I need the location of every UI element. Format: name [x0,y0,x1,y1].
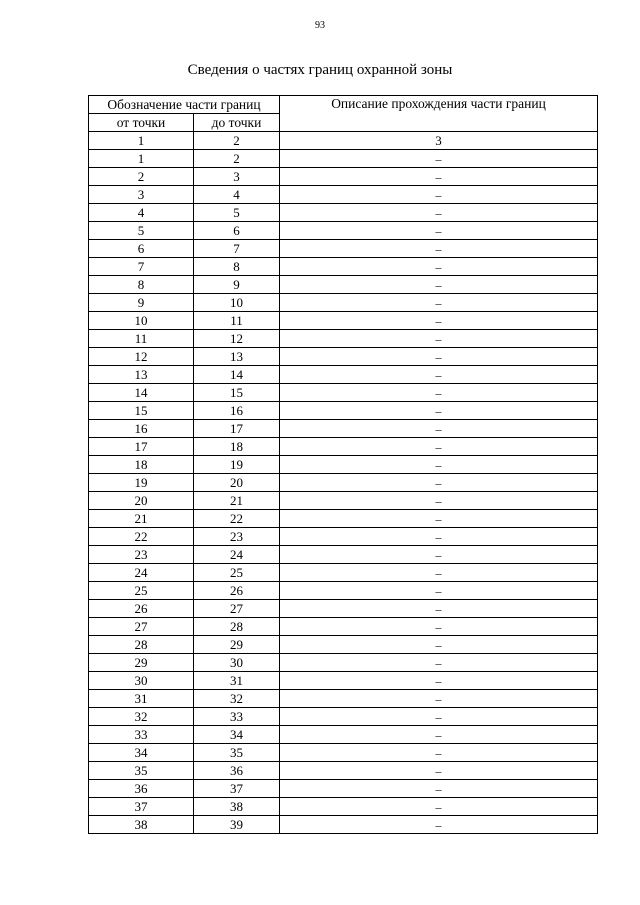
description-cell: – [280,672,598,690]
table-row [89,708,598,726]
from-point-cell: 32 [89,708,194,726]
description-cell: – [280,654,598,672]
description-cell: – [280,366,598,384]
from-point-cell: 38 [89,816,194,834]
table-row [89,816,598,834]
to-point-cell: 19 [194,456,280,474]
page-number: 93 [315,20,325,31]
from-point-cell: 26 [89,600,194,618]
to-point-cell: 35 [194,744,280,762]
from-point-cell: 33 [89,726,194,744]
description-cell: – [280,798,598,816]
from-point-cell: 3 [89,186,194,204]
table-row [89,258,598,276]
description-cell: – [280,348,598,366]
table-row [89,240,598,258]
table-row [89,636,598,654]
from-point-cell: 12 [89,348,194,366]
table-row [89,762,598,780]
from-point-cell: 20 [89,492,194,510]
description-cell: – [280,240,598,258]
from-point-cell: 29 [89,654,194,672]
to-point-cell: 25 [194,564,280,582]
to-point-cell: 10 [194,294,280,312]
header-to-point: до точки [194,114,280,132]
description-cell: – [280,402,598,420]
table-row [89,654,598,672]
from-point-cell: 11 [89,330,194,348]
from-point-cell: 16 [89,420,194,438]
to-point-cell: 21 [194,492,280,510]
table-row [89,276,598,294]
table-row [89,618,598,636]
table-row [89,564,598,582]
to-point-cell: 22 [194,510,280,528]
table-row [89,150,598,168]
table-row [89,582,598,600]
to-point-cell: 30 [194,654,280,672]
table-row [89,492,598,510]
document-title: Сведения о частях границ охранной зоны [187,62,453,78]
to-point-cell: 37 [194,780,280,798]
table-row [89,510,598,528]
to-point-cell: 38 [194,798,280,816]
description-cell: – [280,726,598,744]
from-point-cell: 30 [89,672,194,690]
to-point-cell: 12 [194,330,280,348]
description-cell: – [280,690,598,708]
table-row [89,222,598,240]
table-row [89,420,598,438]
table-row [89,744,598,762]
from-point-cell: 19 [89,474,194,492]
to-point-cell: 15 [194,384,280,402]
table-row [89,456,598,474]
from-point-cell: 5 [89,222,194,240]
from-point-cell: 34 [89,744,194,762]
table-row [89,798,598,816]
description-cell: – [280,150,598,168]
to-point-cell: 5 [194,204,280,222]
description-cell: – [280,168,598,186]
description-cell: – [280,744,598,762]
description-cell: – [280,708,598,726]
description-cell: – [280,582,598,600]
description-cell: – [280,546,598,564]
description-cell: – [280,222,598,240]
index-cell: 2 [194,132,280,150]
header-description: Описание прохождения части границ [280,96,598,132]
from-point-cell: 18 [89,456,194,474]
from-point-cell: 2 [89,168,194,186]
table-row [89,438,598,456]
from-point-cell: 10 [89,312,194,330]
from-point-cell: 36 [89,780,194,798]
table-row [89,330,598,348]
description-cell: – [280,294,598,312]
to-point-cell: 16 [194,402,280,420]
to-point-cell: 11 [194,312,280,330]
table-row [89,186,598,204]
description-cell: – [280,636,598,654]
from-point-cell: 8 [89,276,194,294]
to-point-cell: 39 [194,816,280,834]
description-cell: – [280,510,598,528]
to-point-cell: 14 [194,366,280,384]
to-point-cell: 6 [194,222,280,240]
from-point-cell: 21 [89,510,194,528]
description-cell: – [280,564,598,582]
description-cell: – [280,186,598,204]
to-point-cell: 3 [194,168,280,186]
to-point-cell: 17 [194,420,280,438]
table-row [89,672,598,690]
table-row [89,384,598,402]
index-cell: 1 [89,132,194,150]
to-point-cell: 20 [194,474,280,492]
description-cell: – [280,528,598,546]
to-point-cell: 34 [194,726,280,744]
description-cell: – [280,474,598,492]
description-cell: – [280,330,598,348]
to-point-cell: 31 [194,672,280,690]
to-point-cell: 29 [194,636,280,654]
table-row [89,366,598,384]
from-point-cell: 7 [89,258,194,276]
description-cell: – [280,384,598,402]
to-point-cell: 9 [194,276,280,294]
to-point-cell: 18 [194,438,280,456]
description-cell: – [280,618,598,636]
from-point-cell: 4 [89,204,194,222]
from-point-cell: 6 [89,240,194,258]
table-row [89,474,598,492]
description-cell: – [280,492,598,510]
to-point-cell: 4 [194,186,280,204]
from-point-cell: 23 [89,546,194,564]
header-part-designation: Обозначение части границ [89,96,280,114]
table-row [89,294,598,312]
to-point-cell: 27 [194,600,280,618]
to-point-cell: 2 [194,150,280,168]
description-cell: – [280,420,598,438]
table-row [89,600,598,618]
description-cell: – [280,204,598,222]
table-row [89,726,598,744]
to-point-cell: 32 [194,690,280,708]
to-point-cell: 26 [194,582,280,600]
description-cell: – [280,258,598,276]
boundary-parts-table [88,95,598,834]
to-point-cell: 8 [194,258,280,276]
to-point-cell: 23 [194,528,280,546]
description-cell: – [280,780,598,798]
from-point-cell: 9 [89,294,194,312]
from-point-cell: 25 [89,582,194,600]
from-point-cell: 13 [89,366,194,384]
from-point-cell: 27 [89,618,194,636]
to-point-cell: 24 [194,546,280,564]
from-point-cell: 22 [89,528,194,546]
table-row [89,690,598,708]
header-from-point: от точки [89,114,194,132]
table-row [89,204,598,222]
description-cell: – [280,456,598,474]
from-point-cell: 37 [89,798,194,816]
table-row [89,546,598,564]
to-point-cell: 28 [194,618,280,636]
description-cell: – [280,312,598,330]
table-row [89,402,598,420]
to-point-cell: 7 [194,240,280,258]
table-row [89,312,598,330]
from-point-cell: 28 [89,636,194,654]
description-cell: – [280,438,598,456]
column-index-row [89,132,598,150]
table-row [89,348,598,366]
to-point-cell: 33 [194,708,280,726]
description-cell: – [280,276,598,294]
description-cell: – [280,816,598,834]
from-point-cell: 24 [89,564,194,582]
table-row [89,168,598,186]
from-point-cell: 1 [89,150,194,168]
from-point-cell: 15 [89,402,194,420]
from-point-cell: 31 [89,690,194,708]
description-cell: – [280,762,598,780]
from-point-cell: 17 [89,438,194,456]
from-point-cell: 14 [89,384,194,402]
to-point-cell: 13 [194,348,280,366]
from-point-cell: 35 [89,762,194,780]
index-cell: 3 [280,132,598,150]
description-cell: – [280,600,598,618]
to-point-cell: 36 [194,762,280,780]
table-row [89,780,598,798]
table-row [89,528,598,546]
